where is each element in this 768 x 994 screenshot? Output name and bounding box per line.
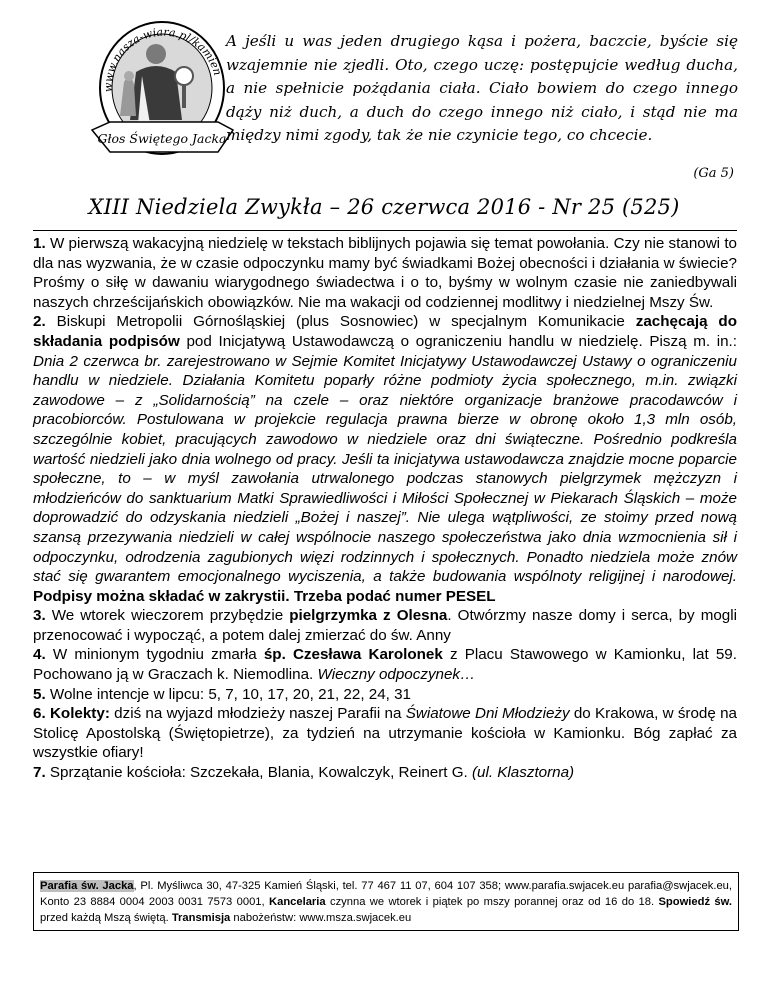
- footer-text: czynna we wtorek i piątek po mszy porannej oraz od 16 do 18.: [329, 896, 655, 908]
- item-number: 1.: [33, 235, 46, 252]
- item-number: 2.: [33, 313, 46, 331]
- item-number: 7.: [33, 764, 46, 782]
- announcement-italic: Światowe Dni Młodzieży: [405, 705, 570, 723]
- footer-text: przed każdą Mszą świętą.: [40, 912, 169, 924]
- footer-text: nabożeństw: www.msza.swjacek.eu: [233, 912, 412, 924]
- logo-banner-text: Głos Świętego Jacka: [97, 131, 227, 146]
- item-number: 3.: [33, 607, 46, 625]
- announcement-emphasis: Kolekty:: [49, 705, 110, 723]
- announcement-text: pod Inicjatywą Ustawodawczą o ograniczeniu handlu w niedzielę. Piszą m. in.:: [186, 332, 737, 350]
- announcement-text: Wolne intencje w lipcu: 5, 7, 10, 17, 20, 21, 22, 24, 31: [49, 685, 411, 703]
- footer-emphasis: Transmisja: [171, 912, 231, 924]
- announcement-text: We wtorek wieczorem przybędzie: [51, 607, 284, 625]
- item-number: 6.: [33, 705, 46, 723]
- footer-text: , Pl. Myśliwca 30, 47-325 Kamień Śląski, tel. 77 467 11 07, 604 107 358; www.parafia.swjacek.eu parafia@swjacek.eu, Konto 23 8884 0004 2003 0031 7573 0001,: [40, 880, 732, 908]
- footer-emphasis: Kancelaria: [269, 896, 326, 908]
- announcement-emphasis: Podpisy można składać w zakrystii. Trzeba podać numer PESEL: [33, 587, 496, 605]
- scripture-quote: A jeśli u was jeden drugiego kąsa i pożera, baczcie, byście się wzajemnie nie zjedli. Oto, czego uczę: postępujcie według ducha, a nie spełnicie pożądania ciała. Ciało bowiem do czego innego dąży niż duch, a duch do czego innego niż ciało, i stąd nie ma między nimi zgody, tak że nie czynicie tego, co chcecie.: [226, 32, 738, 145]
- announcement-6: [33, 704, 737, 763]
- announcement-emphasis: zachęcają do składania podpisów: [33, 313, 737, 350]
- parish-contact-footer: [33, 872, 739, 931]
- announcement-4: [33, 645, 737, 684]
- announcement-5: [33, 685, 737, 705]
- announcement-italic: Wieczny odpoczynek…: [317, 666, 476, 684]
- announcement-text: Sprzątanie kościoła: Szczekała, Blania, Kowalczyk, Reinert G.: [49, 764, 468, 782]
- bishops-communique-quote: Dnia 2 czerwca br. zarejestrowano w Sejmie Komitet Inicjatywy Ustawodawczej Ustawy o ograniczeniu handlu w niedziele. Działania Komitetu poparły różne podmioty życia społecznego, m.in. związki zawodowe – z „Solidarnością” na czele – oraz niektóre organizacje branżowe pracodawców i pracobiorców. Postulowana w projekcie regulacja prawna bierze w obronę około 1,3 mln osób, szczególnie kobiet, pracujących zawodowo w niedziele oraz dni świąteczne. Pośrednio podkreśla wartość niedzieli jako dnia wolnego od pracy. Jeśli ta inicjatywa ustawodawcza znajdzie mocne poparcie społeczne, to – w myśl zawołania utrwalonego podczas stanowych pielgrzymek mężczyzn i młodzieńców do sanktuarium Matki Sprawiedliwości i Miłości Społecznej w Piekarach Śląskich – może doprowadzić do odzyskania niedzieli „Bożej i naszej”. Nie ulega wątpliwości, ze stoimy przed nową szansą przezywania niedzieli w całej wspólnocie naszego społeczeństwa jako dnia wzmocnienia sił i odpoczynku, odrodzenia zagubionych więzi rodzinnych i społecznych. Ponadto niedziela może znów stać się gwarantem emocjonalnego wyciszenia, a także budowania wspólnoty religijnej i narodowej.: [33, 352, 737, 586]
- announcement-text: W pierwszą wakacyjną niedzielę w tekstach biblijnych pojawia się temat powołania. Czy nie stanowi to dla nas wyzwania, że w czasie odpoczynku mamy być świadkami Bożej obecności i działania w świecie? Prośmy o siłę w dawaniu wiarygodnego świadectwa i o to, byśmy w wolnym czasie nie zaniedbywali naszych chrześcijańskich obowiązków. Nie ma wakacji od codziennej modlitwy i niedzielnej Mszy Św.: [33, 235, 738, 311]
- announcement-emphasis: pielgrzymka z Olesna: [289, 607, 448, 625]
- announcement-text: . Otwórzmy nasze domy i serca, by mogli przenocować i wypocząć, a potem dalej zmierzać do św. Anny: [33, 607, 737, 644]
- announcement-7: [33, 763, 737, 783]
- announcement-1: [33, 234, 737, 312]
- announcement-text: Biskupi Metropolii Górnośląskiej (plus Sosnowiec) w specjalnym Komunikacie: [56, 313, 625, 331]
- footer-emphasis: Spowiedź św.: [658, 896, 733, 908]
- announcements: [33, 234, 737, 783]
- scripture-source: (Ga 5): [693, 166, 734, 181]
- announcement-2: [33, 312, 737, 606]
- announcement-text: W minionym tygodniu zmarła: [52, 646, 257, 664]
- parish-logo: [90, 12, 235, 160]
- bulletin-headline: XIII Niedziela Zwykła – 26 czerwca 2016 - Nr 25 (525): [88, 195, 680, 219]
- headline-divider: [33, 230, 737, 231]
- announcement-emphasis: śp. Czesława Karolonek: [263, 646, 443, 664]
- announcement-3: [33, 606, 737, 645]
- logo-top-text: www.nasza-wiara.pl/kamien: [101, 25, 225, 93]
- announcement-italic: (ul. Klasztorna): [471, 764, 575, 782]
- announcement-text: dziś na wyjazd młodzieży naszej Parafii na: [114, 705, 402, 723]
- item-number: 5.: [33, 685, 46, 703]
- announcement-text: z Placu Stawowego w Kamionku, lat 59. Pochowano ją w Graczach k. Niemodlina.: [33, 646, 737, 684]
- parish-name: Parafia św. Jacka: [40, 880, 134, 892]
- announcement-text: do Krakowa, w środę na Stolicę Apostolską (Świętopietrze), za tydzień na utrzymanie kościoła w Kamionku. Bóg zapłać za wszystkie ofiary!: [33, 705, 737, 762]
- item-number: 4.: [33, 646, 46, 664]
